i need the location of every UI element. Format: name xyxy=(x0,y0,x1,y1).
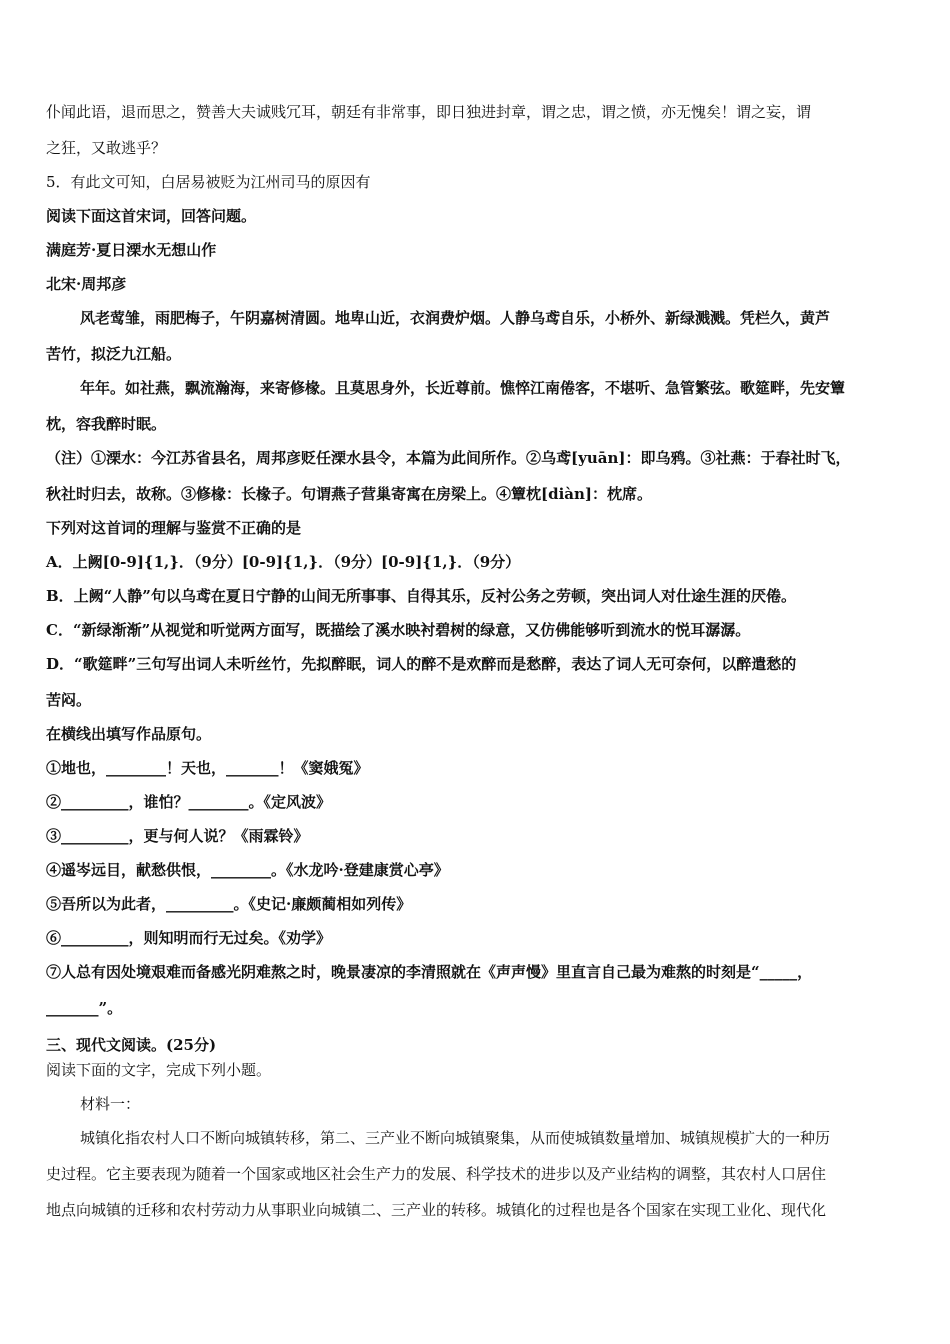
text-line: 之狂，又敢逃乎？ xyxy=(46,139,167,157)
poem-note: 秋社时归去，故称。③修椽：长椽子。句谓燕子营巢寄寓在房梁上。④簟枕[diàn]：枕席。 xyxy=(46,485,653,503)
poem-line: 苦竹，拟泛九江船。 xyxy=(46,345,182,363)
question-stem: 下列对这首词的理解与鉴赏不正确的是 xyxy=(46,519,302,537)
option-d: D．“歌筵畔”三句写出词人未听丝竹，先拟醉眠，词人的醉不是欢醉而是愁醉，表达了词人无可奈何，以醉遣愁的 xyxy=(46,655,797,673)
poem-note: （注）①溧水：今江苏省县名，周邦彦贬任溧水县令，本篇为此间所作。②乌鸢[yuān]：即乌鸦。③社燕：于春社时飞， xyxy=(46,449,851,467)
material-label: 材料一： xyxy=(80,1095,141,1113)
poem-author: 北宋·周邦彦 xyxy=(46,275,127,293)
option-b: B．上阙“人静”句以乌鸢在夏日宁静的山间无所事事、自得其乐，反衬公务之劳顿，突出词人对仕途生涯的厌倦。 xyxy=(46,587,796,605)
poem-line: 风老莺雏，雨肥梅子，午阴嘉树清圆。地卑山近，衣润费炉烟。人静乌鸢自乐，小桥外、新绿溅溅。凭栏久，黄芦 xyxy=(80,309,831,327)
text-line: 仆闻此语，退而思之，赞善大夫诚贱冗耳，朝廷有非常事，即日独进封章，谓之忠，谓之愤，亦无愧矣！谓之妄，谓 xyxy=(46,103,812,121)
body-text-line: 城镇化指农村人口不断向城镇转移，第二、三产业不断向城镇聚集，从而使城镇数量增加、城镇规模扩大的一种历 xyxy=(80,1129,831,1147)
fill-item: ⑤吾所以为此者，_________。《史记·廉颇蔺相如列传》 xyxy=(46,895,412,913)
section-heading: 三、现代文阅读。(25分) xyxy=(46,1036,217,1054)
reading-instruction: 阅读下面这首宋词，回答问题。 xyxy=(46,207,257,225)
body-text-line: 地点向城镇的迁移和农村劳动力从事职业向城镇二、三产业的转移。城镇化的过程也是各个国家在实现工业化、现代化 xyxy=(46,1201,827,1219)
option-c: C．“新绿渐渐”从视觉和听觉两方面写，既描绘了溪水映衬碧树的绿意，又仿佛能够听到流水的悦耳潺潺。 xyxy=(46,621,751,639)
reading-instruction: 阅读下面的文字，完成下列小题。 xyxy=(46,1061,272,1079)
fill-item: ⑦人总有因处境艰难而备感光阴难熬之时，晚景凄凉的李清照就在《声声慢》里直言自己最为难熬的时刻是“_____， xyxy=(46,963,813,981)
fill-item: ⑥_________，则知明而行无过矣。《劝学》 xyxy=(46,929,332,947)
fill-item: ②_________，谁怕？________。《定风波》 xyxy=(46,793,332,811)
fill-item: ④遥岑远目，献愁供恨，________。《水龙吟·登建康赏心亭》 xyxy=(46,861,449,879)
option-a: A．上阙[0-9]{1,}．（9分）[0-9]{1,}．（9分）[0-9]{1,}．（9分） xyxy=(46,553,521,571)
fill-item: ③_________，更与何人说？《雨霖铃》 xyxy=(46,827,309,845)
poem-title: 满庭芳·夏日溧水无想山作 xyxy=(46,241,217,259)
fill-item-cont: _______”。 xyxy=(46,999,123,1017)
question-5: 5．有此文可知，白居易被贬为江州司马的原因有 xyxy=(46,173,371,191)
fill-instruction: 在横线出填写作品原句。 xyxy=(46,725,212,743)
poem-line: 年年。如社燕，飘流瀚海，来寄修椽。且莫思身外，长近尊前。憔悴江南倦客，不堪听、急管繁弦。歌筵畔，先安簟 xyxy=(80,379,846,397)
poem-line: 枕，容我醉时眠。 xyxy=(46,415,167,433)
body-text-line: 史过程。它主要表现为随着一个国家或地区社会生产力的发展、科学技术的进步以及产业结构的调整，其农村人口居住 xyxy=(46,1165,827,1183)
option-d-cont: 苦闷。 xyxy=(46,691,92,709)
fill-item: ①地也，________！天也，_______！《窦娥冤》 xyxy=(46,759,369,777)
